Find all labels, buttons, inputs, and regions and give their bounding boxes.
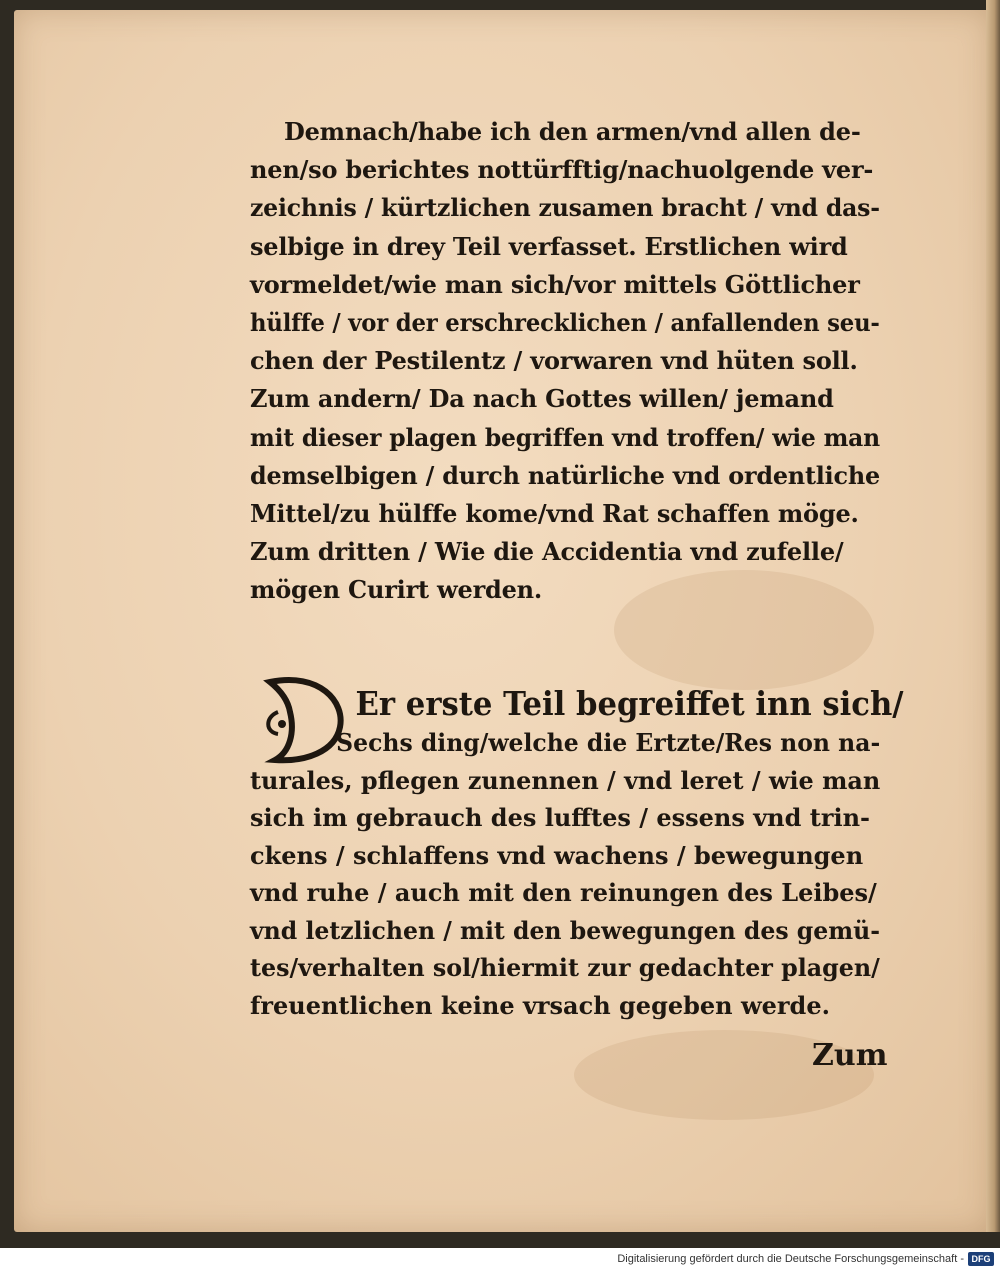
text-line: mögen Curirt werden. [250,575,543,605]
text-line: ckens / schlaffens vnd wachens / bewegungen [250,840,864,870]
paragraph-1 [250,113,890,610]
text-line: vnd ruhe / auch mit den reinungen des Leibes/ [250,878,877,907]
text-line: Zum andern/ Da nach Gottes willen/ jemand [250,384,834,414]
catchword: Zum [812,1038,888,1073]
funding-credit: Digitalisierung gefördert durch die Deutsche Forschungsgemeinschaft - [617,1253,964,1265]
text-line: demselbigen / durch natürliche vnd ordentliche [250,460,880,490]
text-line: Demnach/habe ich den armen/vnd allen de- [284,117,861,146]
text-line: vormeldet/wie man sich/vor mittels Göttlicher [250,269,860,299]
page-edge [986,0,1000,1232]
text-line: sich im gebrauch des lufftes / essens vnd trin- [250,803,871,832]
text-line: Mittel/zu hülffe kome/vnd Rat schaffen möge. [250,499,859,529]
text-line: zeichnis / kürtzlichen zusamen bracht / vnd das- [250,193,880,223]
text-line: Sechs ding/welche die Ertzte/Res non na- [336,728,881,757]
dfg-logo: DFG [968,1252,994,1266]
text-line: freuentlichen keine vrsach gegeben werde. [250,990,830,1020]
text-line: selbige in drey Teil verfasset. Erstlichen wird [250,231,848,261]
text-line: Zum dritten / Wie die Accidentia vnd zufelle/ [250,537,844,567]
text-line: vnd letzlichen / mit den bewegungen des gemü- [250,915,881,945]
paragraph-2 [250,680,904,1024]
text-line: tes/verhalten sol/hiermit zur gedachter plagen/ [250,953,880,982]
text-line: chen der Pestilentz / vorwaren vnd hüten soll. [250,346,858,376]
section-heading: Er erste Teil begreiffet inn sich/ [355,684,904,723]
text-line: turales, pflegen zunennen / vnd leret / wie man [250,765,881,795]
text-line: hülffe / vor der erschrecklichen / anfallenden seu- [250,308,880,338]
text-line: mit dieser plagen begriffen vnd troffen/ wie man [250,422,880,452]
text-line: nen/so berichtes nottürfftig/nachuolgende ver- [250,155,874,185]
